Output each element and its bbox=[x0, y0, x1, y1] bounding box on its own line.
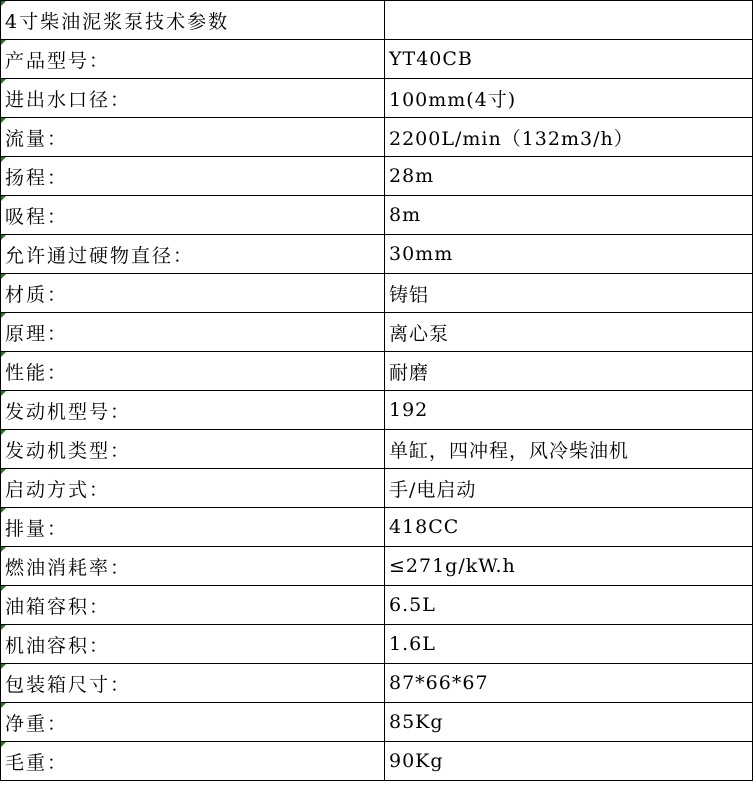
table-row bbox=[1, 313, 753, 352]
table-row bbox=[1, 157, 753, 196]
row-label: 净重： bbox=[1, 703, 385, 742]
row-value: 手/电启动 bbox=[385, 469, 753, 508]
table-row bbox=[1, 469, 753, 508]
row-label: 允许通过硬物直径： bbox=[1, 235, 385, 274]
table-row bbox=[1, 664, 753, 703]
row-value: 2200L/min（132m3/h） bbox=[385, 118, 753, 157]
row-value: YT40CB bbox=[385, 40, 753, 79]
row-value: 30mm bbox=[385, 235, 753, 274]
table-row bbox=[1, 352, 753, 391]
row-label: 排量： bbox=[1, 508, 385, 547]
row-label: 燃油消耗率： bbox=[1, 547, 385, 586]
row-value: 6.5L bbox=[385, 586, 753, 625]
table-row bbox=[1, 742, 753, 781]
row-label: 发动机型号： bbox=[1, 391, 385, 430]
row-value: 87*66*67 bbox=[385, 664, 753, 703]
table-row bbox=[1, 391, 753, 430]
row-label: 材质： bbox=[1, 274, 385, 313]
table-row bbox=[1, 703, 753, 742]
table-row bbox=[1, 625, 753, 664]
row-label: 原理： bbox=[1, 313, 385, 352]
row-label: 启动方式： bbox=[1, 469, 385, 508]
row-label: 发动机类型： bbox=[1, 430, 385, 469]
row-label: 性能： bbox=[1, 352, 385, 391]
row-value: 1.6L bbox=[385, 625, 753, 664]
table-title-value bbox=[385, 1, 753, 40]
row-label: 包装箱尺寸： bbox=[1, 664, 385, 703]
row-value: 192 bbox=[385, 391, 753, 430]
row-label: 扬程： bbox=[1, 157, 385, 196]
row-value: 耐磨 bbox=[385, 352, 753, 391]
table-row bbox=[1, 430, 753, 469]
row-label: 流量： bbox=[1, 118, 385, 157]
row-label: 吸程： bbox=[1, 196, 385, 235]
row-label: 油箱容积： bbox=[1, 586, 385, 625]
table-row bbox=[1, 547, 753, 586]
row-value: 418CC bbox=[385, 508, 753, 547]
table-row bbox=[1, 118, 753, 157]
spec-table-body bbox=[1, 1, 753, 781]
row-value: 90Kg bbox=[385, 742, 753, 781]
table-row bbox=[1, 586, 753, 625]
table-row bbox=[1, 235, 753, 274]
row-value: ≤271g/kW.h bbox=[385, 547, 753, 586]
table-title: 4寸柴油泥浆泵技术参数 bbox=[1, 1, 385, 40]
table-row bbox=[1, 508, 753, 547]
row-value: 铸铝 bbox=[385, 274, 753, 313]
row-label: 产品型号： bbox=[1, 40, 385, 79]
row-value: 单缸，四冲程，风冷柴油机 bbox=[385, 430, 753, 469]
row-label: 毛重： bbox=[1, 742, 385, 781]
row-value: 28m bbox=[385, 157, 753, 196]
row-value: 100mm(4寸) bbox=[385, 79, 753, 118]
row-label: 进出水口径： bbox=[1, 79, 385, 118]
row-label: 机油容积： bbox=[1, 625, 385, 664]
table-row bbox=[1, 196, 753, 235]
table-row bbox=[1, 274, 753, 313]
row-value: 8m bbox=[385, 196, 753, 235]
title-row bbox=[1, 1, 753, 40]
table-row bbox=[1, 40, 753, 79]
row-value: 85Kg bbox=[385, 703, 753, 742]
table-row bbox=[1, 79, 753, 118]
row-value: 离心泵 bbox=[385, 313, 753, 352]
